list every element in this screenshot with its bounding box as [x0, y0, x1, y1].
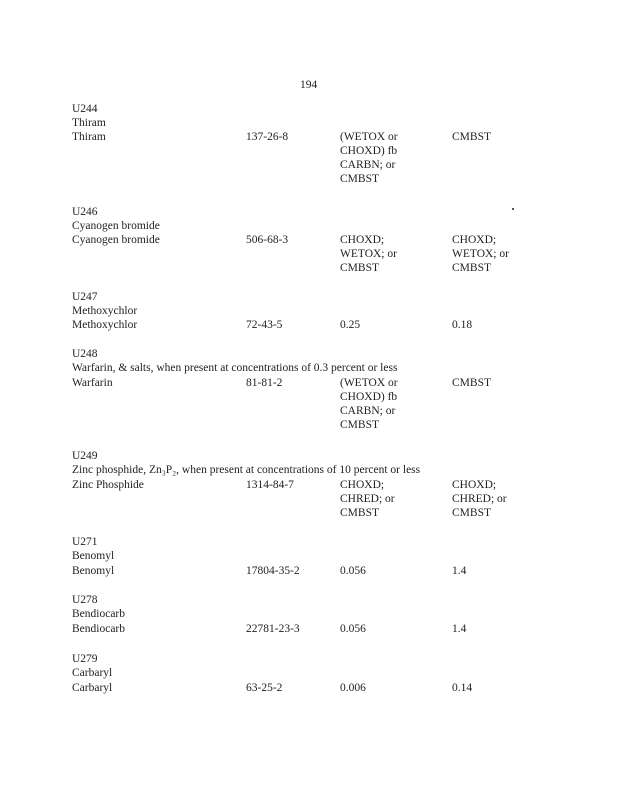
nonwastewater-standard: CMBST	[452, 262, 491, 274]
constituent-name: Thiram	[72, 131, 106, 143]
waste-heading: Cyanogen bromide	[72, 220, 160, 232]
page-number: 194	[300, 79, 318, 91]
constituent-name: Methoxychlor	[72, 319, 138, 331]
wastewater-standard: CARBN; or	[340, 159, 396, 171]
cas-number: 22781-23-3	[246, 623, 300, 635]
wastewater-standard: 0.25	[340, 319, 361, 331]
wastewater-standard: 0.056	[340, 565, 366, 577]
waste-heading: Carbaryl	[72, 667, 113, 679]
waste-code: U271	[72, 536, 98, 548]
wastewater-standard: (WETOX or	[340, 377, 398, 389]
cas-number: 1314-84-7	[246, 479, 294, 491]
nonwastewater-standard: CMBST	[452, 131, 491, 143]
nonwastewater-standard: 1.4	[452, 623, 467, 635]
wastewater-standard: CMBST	[340, 173, 379, 185]
cas-number: 17804-35-2	[246, 565, 300, 577]
constituent-name: Bendiocarb	[72, 623, 126, 635]
nonwastewater-standard: WETOX; or	[452, 248, 509, 260]
nonwastewater-standard: CMBST	[452, 377, 491, 389]
waste-code: U244	[72, 103, 98, 115]
waste-code: U279	[72, 653, 98, 665]
wastewater-standard: CARBN; or	[340, 405, 396, 417]
waste-heading: Benomyl	[72, 550, 115, 562]
nonwastewater-standard: CMBST	[452, 507, 491, 519]
wastewater-standard: CMBST	[340, 262, 379, 274]
wastewater-standard: CMBST	[340, 507, 379, 519]
wastewater-standard: CHOXD) fb	[340, 391, 398, 403]
constituent-name: Carbaryl	[72, 682, 113, 694]
nonwastewater-standard: CHOXD;	[452, 234, 497, 246]
wastewater-standard: 0.006	[340, 682, 366, 694]
wastewater-standard: CMBST	[340, 419, 379, 431]
wastewater-standard: WETOX; or	[340, 248, 397, 260]
wastewater-standard: 0.056	[340, 623, 366, 635]
nonwastewater-standard: 1.4	[452, 565, 467, 577]
wastewater-standard: CHOXD;	[340, 234, 385, 246]
nonwastewater-standard: 0.14	[452, 682, 473, 694]
waste-code: U248	[72, 348, 98, 360]
wastewater-standard: CHRED; or	[340, 493, 395, 505]
nonwastewater-standard: CHRED; or	[452, 493, 507, 505]
waste-heading: Warfarin, & salts, when present at concentrations of 0.3 percent or less	[72, 362, 398, 374]
cas-number: 81-81-2	[246, 377, 283, 389]
waste-heading: Zinc phosphide, Zn₃P₂, when present at concentrations of 10 percent or less	[72, 464, 421, 476]
nonwastewater-standard: 0.18	[452, 319, 473, 331]
cas-number: 72-43-5	[246, 319, 283, 331]
nonwastewater-standard: CHOXD;	[452, 479, 497, 491]
cas-number: 137-26-8	[246, 131, 289, 143]
waste-heading: Bendiocarb	[72, 608, 126, 620]
waste-code: U246	[72, 206, 98, 218]
constituent-name: Zinc Phosphide	[72, 479, 144, 491]
constituent-name: Cyanogen bromide	[72, 234, 160, 246]
cas-number: 63-25-2	[246, 682, 283, 694]
waste-heading: Methoxychlor	[72, 305, 138, 317]
waste-code: U247	[72, 291, 98, 303]
cas-number: 506-68-3	[246, 234, 289, 246]
waste-code: U249	[72, 450, 98, 462]
wastewater-standard: CHOXD;	[340, 479, 385, 491]
wastewater-standard: (WETOX or	[340, 131, 398, 143]
waste-code: U278	[72, 594, 98, 606]
waste-heading: Thiram	[72, 117, 106, 129]
scan-speck	[512, 208, 514, 210]
constituent-name: Benomyl	[72, 565, 115, 577]
constituent-name: Warfarin	[72, 377, 113, 389]
wastewater-standard: CHOXD) fb	[340, 145, 398, 157]
